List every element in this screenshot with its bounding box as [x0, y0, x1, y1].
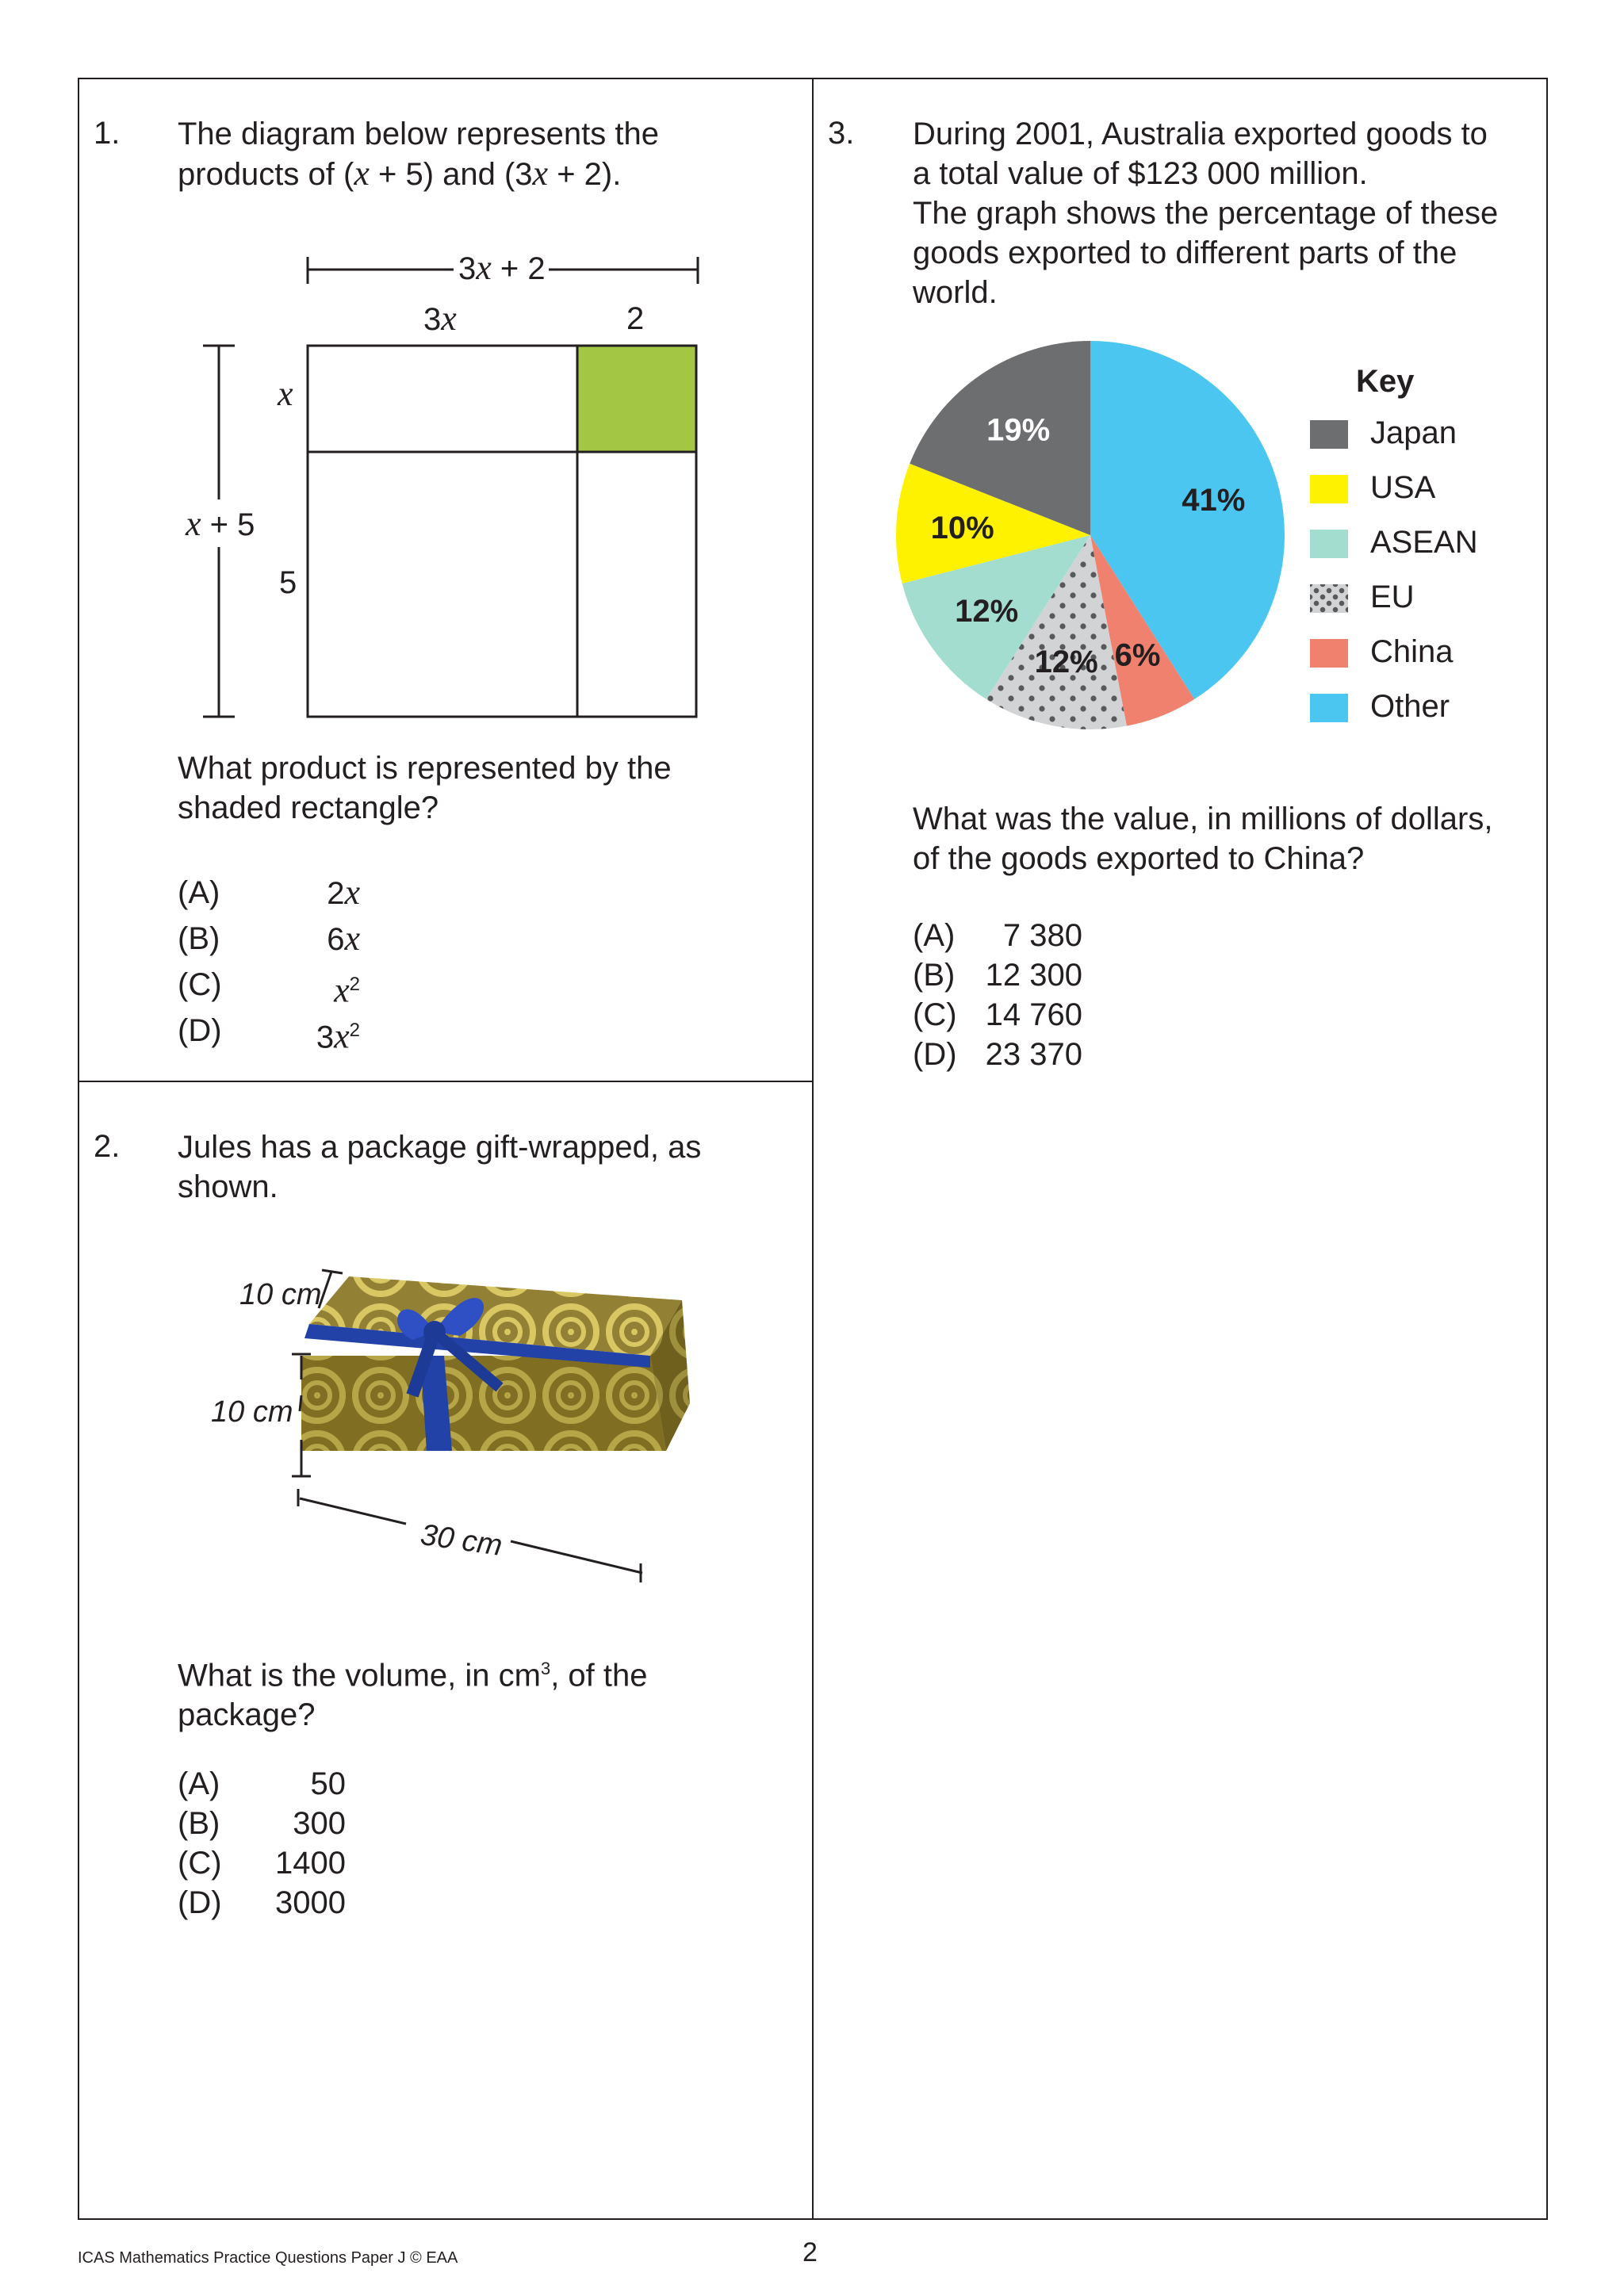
gift-length-label: 30 cm [418, 1518, 504, 1563]
q2-question [178, 1649, 648, 1735]
q1-option-c[interactable]: (C) $x^2$ [178, 967, 360, 1010]
pie-label-usa: 10% [930, 510, 994, 545]
q1-question [178, 748, 672, 828]
column-divider [812, 78, 814, 2220]
area-model-diagram [0, 0, 812, 1081]
q2-stem [178, 1127, 701, 1207]
q1-options [178, 870, 360, 1060]
q2-option-a[interactable]: (A) 50 [178, 1766, 346, 1801]
q1-question-line1: What product is represented by the [178, 751, 672, 786]
q2-stem-line2: shown. [178, 1169, 278, 1204]
q1-stem-line2: products of (x + 5) and (3x + 2). [178, 154, 622, 193]
export-pie-chart [872, 333, 1285, 745]
shaded-rectangle [577, 346, 696, 452]
q1-number: 1. [94, 116, 121, 151]
q3-stem-line5: world. [913, 275, 998, 310]
q2-question-line1: What is the volume, in $cm^3$, of the [178, 1658, 648, 1693]
q3-question [913, 799, 1492, 878]
gift-height-label: 10 cm [211, 1395, 293, 1429]
legend-label-japan: Japan [1370, 415, 1457, 450]
q2-option-d[interactable]: (D) 3000 [178, 1885, 346, 1920]
q2-question-line2: package? [178, 1697, 316, 1733]
q1-option-a[interactable]: (A) 2x [178, 873, 360, 912]
q3-stem-line1: During 2001, Australia exported goods to [913, 117, 1488, 151]
pie-label-eu: 12% [1034, 644, 1098, 679]
legend-swatch-usa [1310, 475, 1348, 503]
question-divider [78, 1081, 814, 1082]
pie-label-japan: 19% [986, 412, 1051, 448]
legend-label-china: China [1370, 634, 1454, 669]
diagram-left-dimension: x + 5 [186, 504, 255, 543]
gift-depth-label: 10 cm [239, 1278, 322, 1311]
q1-question-line2: shaded rectangle? [178, 790, 439, 825]
legend-swatch-eu [1310, 584, 1348, 613]
pie-label-asean: 12% [955, 594, 1019, 629]
diagram-top-dimension: 3x + 2 [458, 248, 546, 287]
diagram-row-b-label: 5 [279, 565, 297, 600]
q2-option-b[interactable]: (B) 300 [178, 1806, 346, 1841]
q3-question-line1: What was the value, in millions of dollars, [913, 802, 1493, 836]
q2-number: 2. [94, 1129, 121, 1164]
q3-stem-line2: a total value of $123 000 million. [913, 156, 1368, 191]
q3-number: 3. [828, 116, 855, 151]
legend-swatch-asean [1310, 530, 1348, 558]
page-number: 2 [802, 2237, 818, 2267]
q3-stem [913, 114, 1498, 312]
q3-option-c[interactable]: (C) 14 760 [913, 997, 1082, 1032]
q2-option-c[interactable]: (C) 1400 [178, 1846, 346, 1881]
footer-text: ICAS Mathematics Practice Questions Paper J © EAA [78, 2249, 458, 2267]
q1-option-d[interactable]: (D) $3x^2$ [178, 1013, 360, 1056]
q3-option-d[interactable]: (D) 23 370 [913, 1037, 1082, 1072]
legend-label-asean: ASEAN [1370, 525, 1478, 560]
diagram-col-b-label: 2 [626, 301, 645, 336]
q1-stem-line1: The diagram below represents the [178, 117, 659, 151]
q2-stem-line1: Jules has a package gift-wrapped, as [178, 1130, 702, 1165]
legend-swatch-japan [1310, 420, 1348, 449]
chart-legend-title: Key [1356, 364, 1415, 399]
legend-label-other: Other [1370, 689, 1450, 724]
q3-question-line2: of the goods exported to China? [913, 841, 1365, 876]
q1-option-b[interactable]: (B) 6x [178, 919, 360, 958]
pie-label-other: 41% [1182, 482, 1246, 518]
q3-option-a[interactable]: (A) 7 380 [913, 918, 1082, 953]
legend-label-usa: USA [1370, 470, 1436, 505]
legend-label-eu: EU [1370, 580, 1415, 614]
diagram-row-a-label: x [278, 374, 293, 413]
q3-stem-line4: goods exported to different parts of the [913, 235, 1457, 270]
legend-swatch-other [1310, 694, 1348, 722]
diagram-col-a-label: 3x [423, 299, 457, 338]
q3-option-b[interactable]: (B) 12 300 [913, 958, 1082, 993]
pie-label-china: 6% [1114, 637, 1161, 673]
q3-stem-line3: The graph shows the percentage of these [913, 196, 1499, 231]
q3-options [913, 916, 1082, 1074]
q2-options [178, 1764, 346, 1923]
legend-swatch-china [1310, 639, 1348, 668]
